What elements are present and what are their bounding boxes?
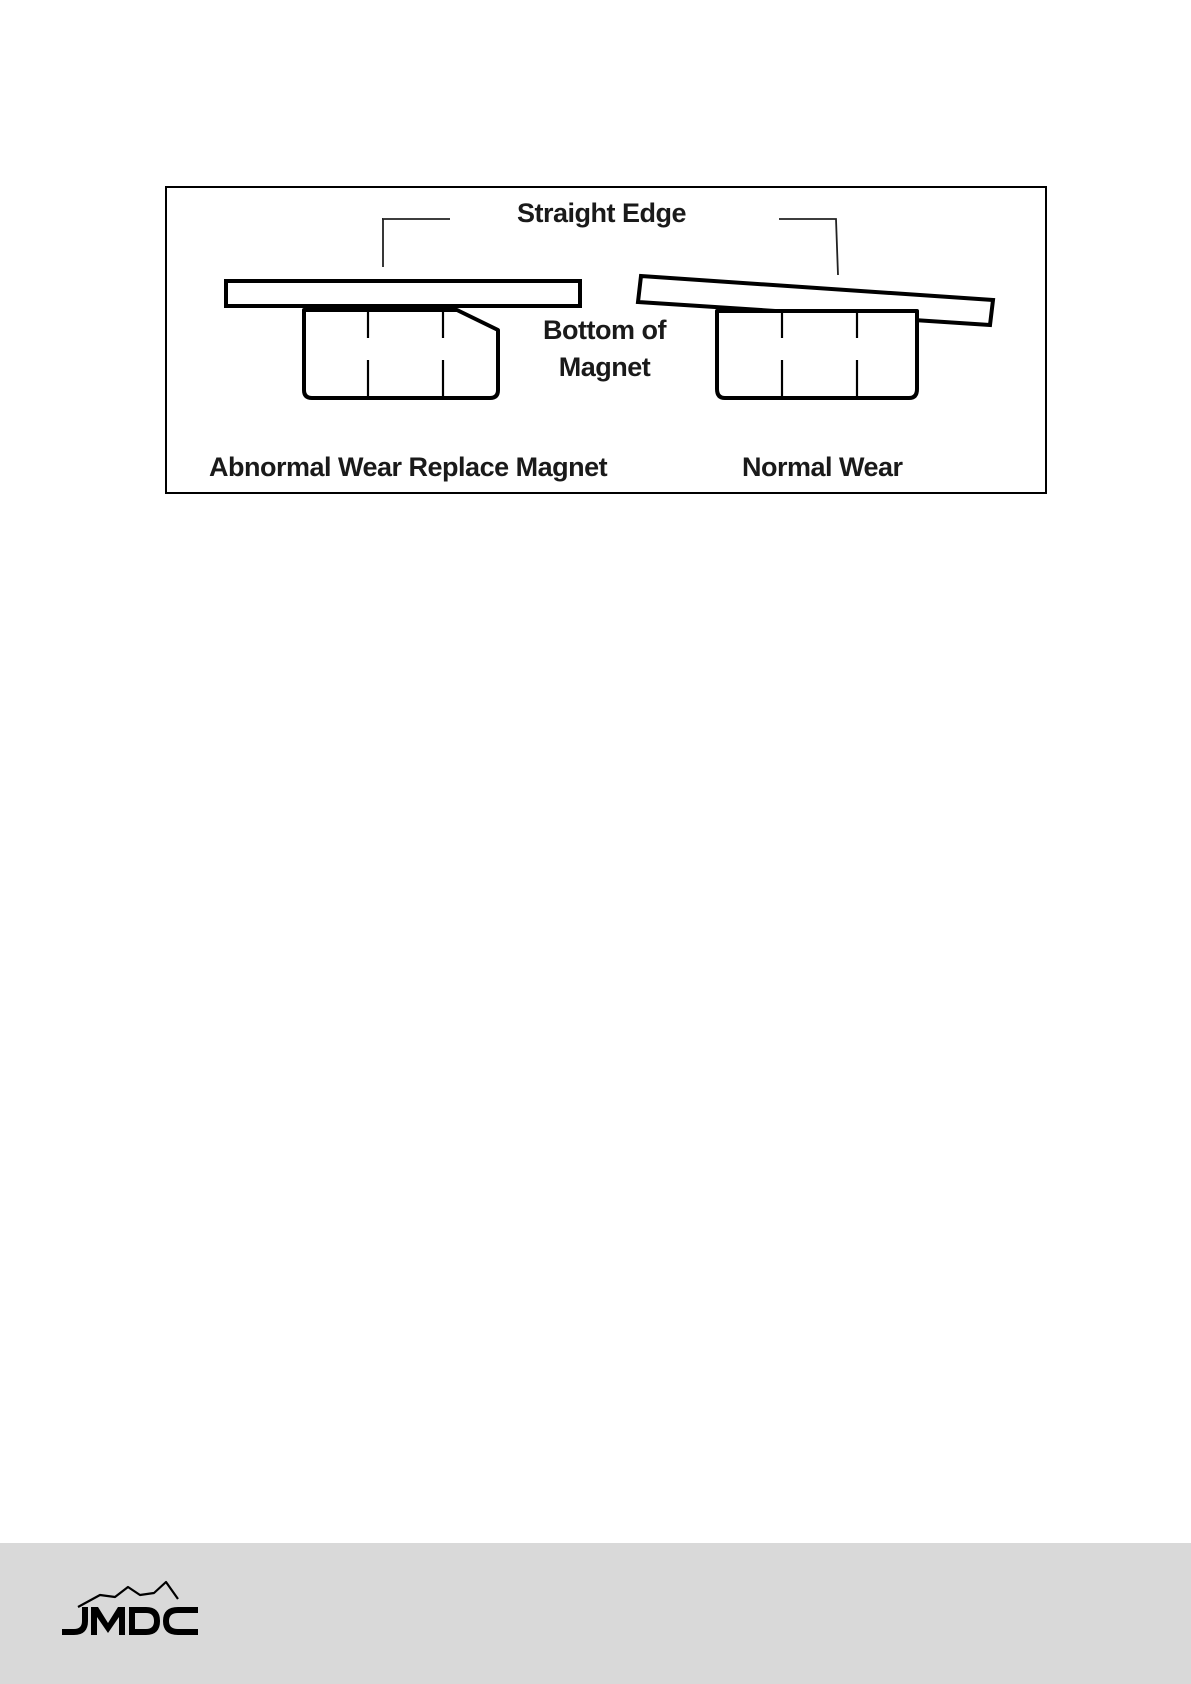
bottom-of-magnet-line1: Bottom of [543,315,666,345]
straight-edge-leader-left [383,219,450,267]
abnormal-wear-label: Abnormal Wear Replace Magnet [209,452,608,482]
logo-letter-m [91,1607,125,1635]
bottom-of-magnet-line2: Magnet [558,352,651,382]
logo-letter-j [62,1607,88,1635]
bottom-of-magnet-label [543,312,666,386]
left-magnet-body [304,310,498,398]
straight-edge-label: Straight Edge [517,198,687,228]
magnet-wear-diagram [165,186,1047,494]
logo-mountain-outline [78,1582,178,1607]
jmdc-logo [60,1573,200,1643]
normal-wear-label: Normal Wear [742,452,903,482]
page-footer [0,1543,1191,1684]
straight-edge-leader-right [779,219,838,275]
logo-letter-d [129,1607,160,1635]
right-magnet-body [717,311,917,398]
logo-letter-c [163,1607,198,1635]
left-straight-edge [226,281,580,306]
